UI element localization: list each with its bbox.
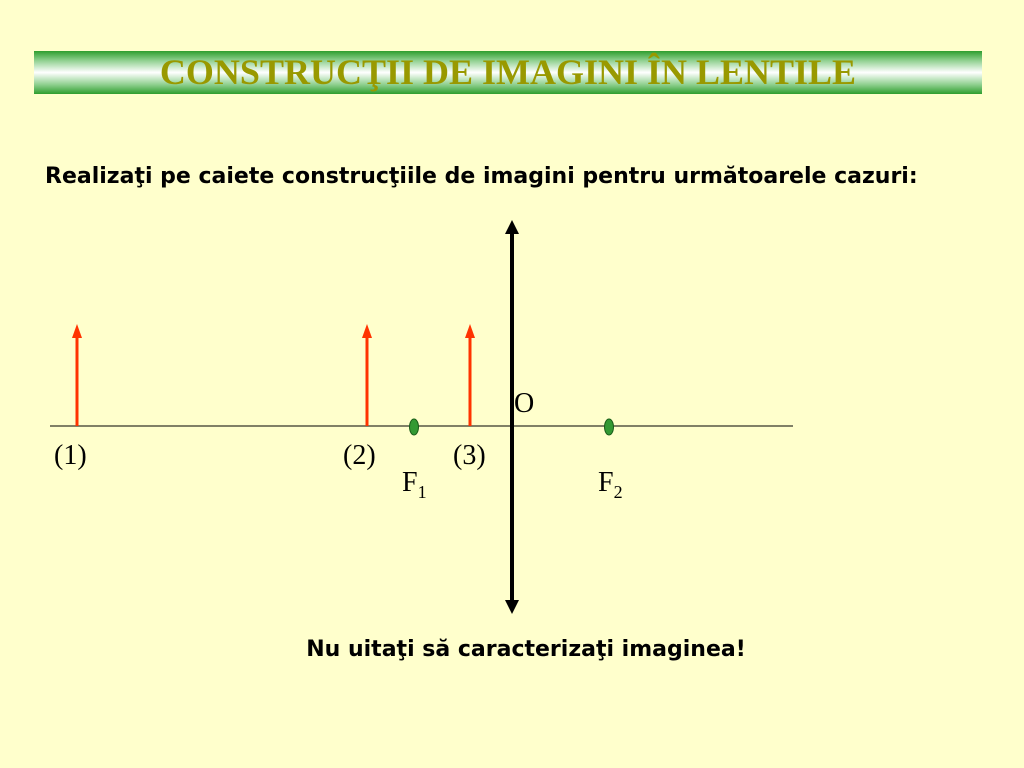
origin-label: O: [514, 388, 535, 419]
object-label-3: (3): [453, 440, 486, 471]
focus-label-2-letter: F: [598, 467, 614, 498]
object-label-2: (2): [343, 440, 376, 471]
lens-bottom-arrowhead: [505, 600, 519, 614]
focus-label-2-subscript: 2: [613, 482, 623, 502]
focus-label-1: [402, 467, 427, 502]
focus-point-2: [605, 419, 614, 435]
object-label-1: (1): [54, 440, 87, 471]
object-arrow-3-head: [465, 324, 475, 338]
focus-label-1-subscript: 1: [417, 482, 427, 502]
object-arrow-2-head: [362, 324, 372, 338]
object-arrow-1-head: [72, 324, 82, 338]
slide-title: CONSTRUCŢII DE IMAGINI ÎN LENTILE: [159, 52, 857, 92]
focus-point-1: [410, 419, 419, 435]
instruction-text: Realizaţi pe caiete construcţiile de imagini pentru următoarele cazuri:: [45, 164, 918, 189]
focus-label-2: [598, 467, 623, 502]
focus-label-1-letter: F: [402, 467, 418, 498]
footer-note: Nu uitaţi să caracterizaţi imaginea!: [306, 637, 746, 662]
lens-top-arrowhead: [505, 220, 519, 234]
